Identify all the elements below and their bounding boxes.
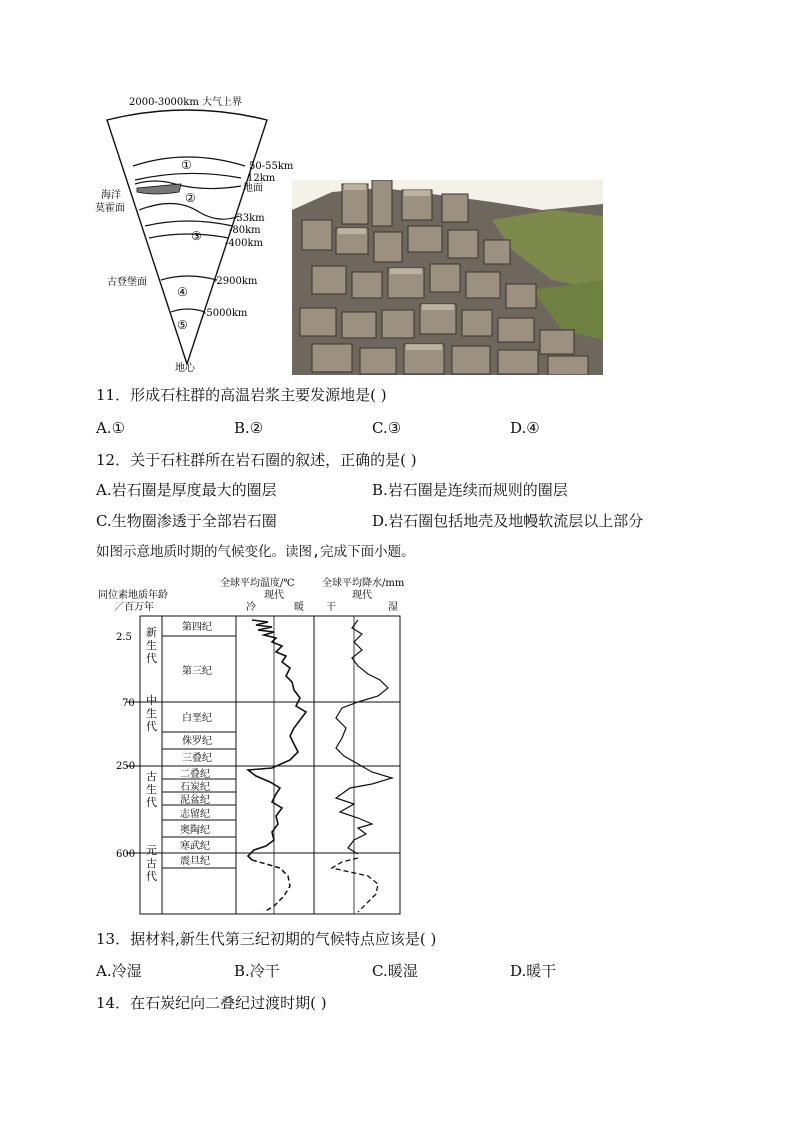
depth-label: 地面 bbox=[243, 183, 263, 194]
period-cambrian: 寒武纪 bbox=[180, 841, 210, 852]
question-11-option-b[interactable]: B.② bbox=[234, 419, 264, 437]
question-12-option-b[interactable]: B.岩石圈是连续而规则的圈层 bbox=[372, 481, 568, 499]
precip-dry-label: 干 bbox=[326, 602, 336, 613]
basalt-columns-photo bbox=[292, 180, 603, 375]
temp-header: 全球平均温度/℃ bbox=[220, 578, 295, 589]
section-intro: 如图示意地质时期的气候变化。读图,完成下面小题。 bbox=[96, 544, 415, 560]
moho-line bbox=[139, 203, 239, 219]
layer-5-number: ⑤ bbox=[177, 318, 188, 332]
period-quaternary: 第四纪 bbox=[182, 622, 212, 633]
period-cretaceous: 白垩纪 bbox=[182, 713, 212, 724]
question-11-stem: 11．形成石柱群的高温岩浆主要发源地是( ) bbox=[96, 386, 387, 404]
earth-center-label: 地心 bbox=[175, 363, 195, 374]
question-14-stem: 14．在石炭纪向二叠纪过渡时期( ) bbox=[96, 994, 327, 1012]
temp-cold-label: 冷 bbox=[246, 602, 256, 613]
question-11-option-c[interactable]: C.③ bbox=[372, 419, 402, 437]
question-12-option-c[interactable]: C.生物圈渗透于全部岩石圈 bbox=[96, 512, 277, 530]
period-sinian: 震旦纪 bbox=[180, 856, 210, 867]
depth-label: -2900km bbox=[213, 276, 258, 287]
gutenberg-line bbox=[161, 276, 217, 280]
question-13-option-b[interactable]: B.冷干 bbox=[234, 962, 280, 980]
precip-header-modern: 现代 bbox=[352, 590, 372, 601]
boundary-arc bbox=[171, 309, 205, 312]
period-silurian: 志留纪 bbox=[180, 809, 210, 820]
moho-label: 莫霍面 bbox=[95, 203, 125, 214]
geologic-climate-chart bbox=[96, 572, 426, 918]
age-label: 250 bbox=[116, 761, 136, 772]
period-jurassic: 侏罗纪 bbox=[182, 736, 212, 747]
precipitation-curve bbox=[336, 620, 392, 854]
question-13-stem: 13．据材料,新生代第三纪初期的气候特点应该是( ) bbox=[96, 930, 437, 948]
question-11-option-d[interactable]: D.④ bbox=[510, 419, 540, 437]
depth-label: -400km bbox=[225, 238, 264, 249]
temperature-curve bbox=[248, 620, 306, 860]
era-proterozoic: 元古代 bbox=[144, 844, 158, 884]
layer-3-number: ③ bbox=[191, 229, 202, 243]
question-13-option-a[interactable]: A.冷湿 bbox=[96, 962, 142, 980]
period-permian: 二叠纪 bbox=[180, 769, 210, 780]
question-12-option-a[interactable]: A.岩石圈是厚度最大的圈层 bbox=[96, 481, 277, 499]
period-devonian: 泥盆纪 bbox=[180, 795, 210, 806]
boundary-arc bbox=[149, 234, 229, 238]
question-12-option-d[interactable]: D.岩石圈包括地壳及地幔软流层以上部分 bbox=[372, 512, 644, 530]
precip-header: 全球平均降水/mm bbox=[322, 578, 405, 589]
precip-wet-label: 湿 bbox=[388, 602, 398, 613]
ocean-hatch bbox=[137, 184, 181, 194]
depth-label: 12km bbox=[247, 173, 276, 184]
earth-structure-diagram bbox=[95, 92, 295, 378]
ocean-label: 海洋 bbox=[101, 190, 121, 201]
layer-1-number: ① bbox=[181, 158, 192, 172]
age-header-unit: ／百万年 bbox=[114, 602, 154, 613]
boundary-arc bbox=[135, 173, 241, 180]
layer-2-number: ② bbox=[185, 191, 196, 205]
depth-label: -5000km bbox=[203, 308, 248, 319]
era-paleozoic: 古生代 bbox=[144, 770, 158, 810]
layer-4-number: ④ bbox=[177, 285, 188, 299]
temperature-curve-dashed bbox=[252, 860, 290, 912]
period-tertiary: 第三纪 bbox=[182, 666, 212, 677]
age-label: 70 bbox=[122, 698, 135, 709]
depth-label: -80km bbox=[229, 225, 261, 236]
question-12-stem: 12．关于石柱群所在岩石圈的叙述，正确的是( ) bbox=[96, 451, 417, 469]
gutenberg-label: 古登堡面 bbox=[107, 277, 147, 288]
era-cenozoic: 新生代 bbox=[144, 626, 158, 666]
depth-label: 50-55km bbox=[249, 161, 294, 172]
precipitation-curve-dashed bbox=[332, 858, 378, 912]
question-11-option-a[interactable]: A.① bbox=[96, 419, 126, 437]
atmosphere-top-label: 2000-3000km 大气上界 bbox=[129, 97, 242, 108]
depth-label: -33km bbox=[233, 213, 265, 224]
age-label: 600 bbox=[116, 849, 136, 860]
period-carboniferous: 石炭纪 bbox=[180, 782, 210, 793]
temp-header-modern: 现代 bbox=[264, 590, 284, 601]
temp-warm-label: 暖 bbox=[294, 602, 304, 613]
period-triassic: 三叠纪 bbox=[182, 753, 212, 764]
age-label: 2.5 bbox=[116, 632, 132, 643]
question-13-option-c[interactable]: C.暖湿 bbox=[372, 962, 418, 980]
era-mesozoic: 中生代 bbox=[144, 694, 158, 734]
boundary-arc bbox=[145, 221, 233, 226]
question-13-option-d[interactable]: D.暖干 bbox=[510, 962, 557, 980]
period-ordovician: 奥陶纪 bbox=[180, 825, 210, 836]
age-header: 同位素地质年龄 bbox=[98, 590, 168, 601]
